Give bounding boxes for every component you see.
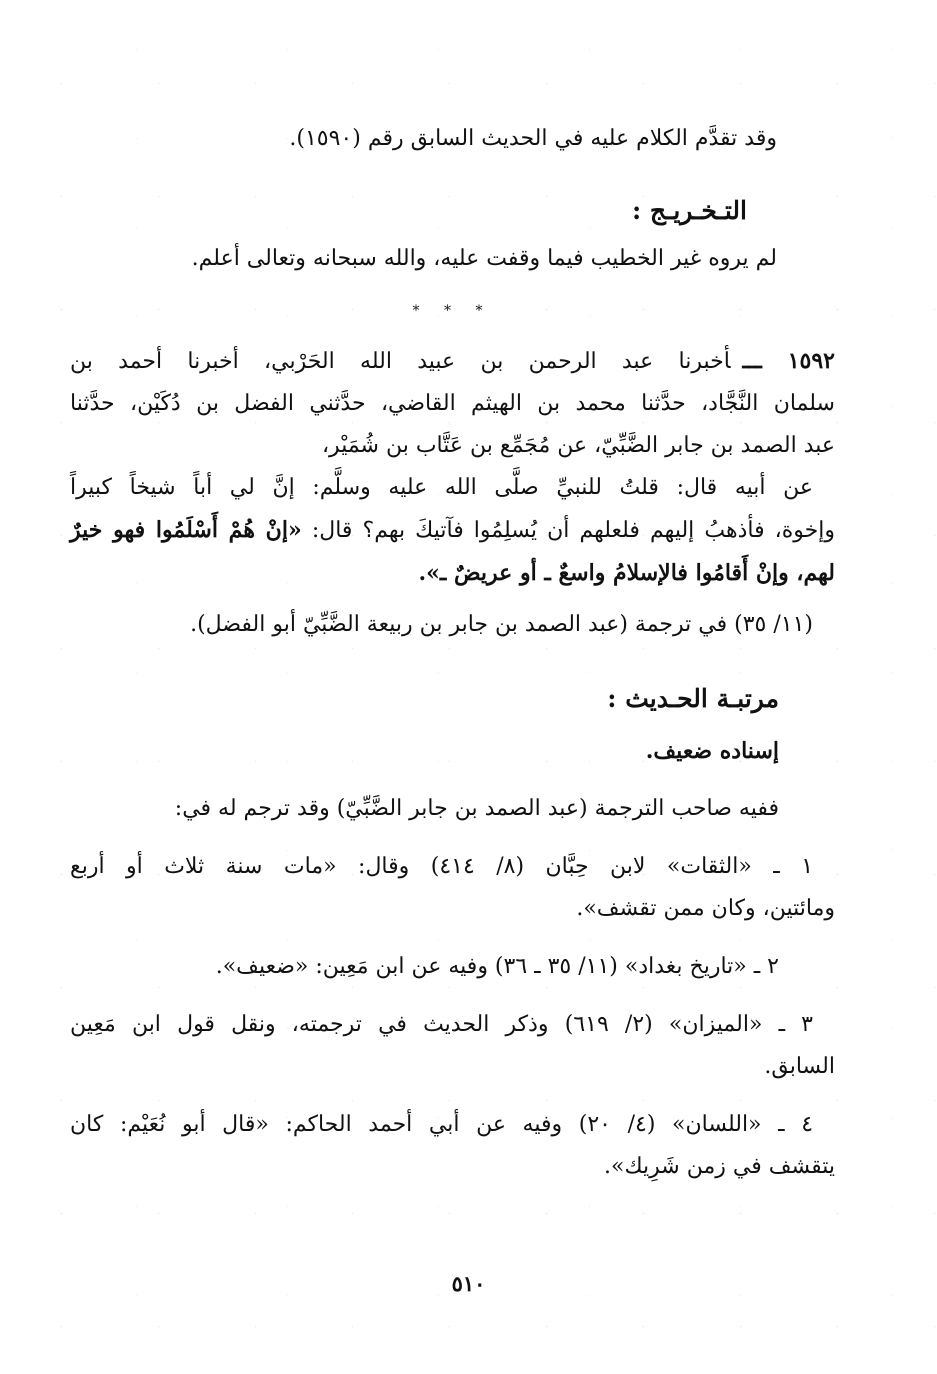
source-line-2: السابق.	[764, 1054, 835, 1079]
hadith-line-2: سلمان النَّجَّاد، حدَّثنا محمد بن الهيثم القاضي، حدَّثني الفضل بن دُكَيْن، حدَّثنا	[70, 391, 835, 416]
page-number: ٥١٠	[451, 1271, 486, 1296]
hadith-number: ١٥٩٢ ـــ	[742, 348, 835, 374]
page-body	[70, 118, 835, 1188]
source-item	[70, 1004, 835, 1088]
hadith-block	[70, 340, 835, 646]
source-item	[70, 946, 835, 988]
hadith-line-5	[70, 509, 835, 552]
takhrij-heading: التـخـريـج :	[631, 196, 747, 225]
hadith-line-1	[70, 340, 835, 383]
rank-verdict: إسناده ضعيف.	[645, 738, 779, 764]
source-line-1: ٢ ـ «تاريخ بغداد» (١١/ ٣٥ ـ ٣٦) وفيه عن ابن مَعِين: «ضعيف».	[215, 954, 779, 979]
hadith-line-4: عن أبيه قال: قلتُ للنبيِّ صلَّى الله عليه وسلَّم: إنَّ لي أباً شيخاً كبيراً	[70, 475, 813, 500]
source-item	[70, 1104, 835, 1188]
hadith-line-6: لهم، وإنْ أَقامُوا فالإسلامُ واسعٌ ـ أو عريضٌ ـ».	[418, 560, 835, 586]
source-item	[70, 846, 835, 930]
hadith-text-5a: وإخوة، فأذهبُ إليهم فلعلهم أن يُسلِمُوا فآتيكَ بهم؟ قال:	[311, 518, 835, 543]
source-line-2: ومائتين، وكان ممن تقشف».	[576, 896, 835, 921]
section-separator: * * *	[412, 303, 493, 319]
hadith-line-3: عبد الصمد بن جابر الضَّبِّيّ، عن مُجَمِّع بن عَتَّاب بن شُمَيْر،	[321, 433, 835, 458]
takhrij-text: لم يروه غير الخطيب فيما وقفت عليه، والله سبحانه وتعالى أعلم.	[191, 246, 777, 271]
rank-intro: ففيه صاحب الترجمة (عبد الصمد بن جابر الضَّبِّيّ) وقد ترجم له في:	[174, 796, 779, 821]
previous-note: وقد تقدَّم الكلام عليه في الحديث السابق رقم (١٥٩٠).	[289, 126, 777, 151]
source-line-1: ١ ـ «الثقات» لابن حِبَّان (٨/ ٤١٤) وقال: «مات سنة ثلاث أو أربع	[70, 854, 814, 879]
source-line-1: ٣ ـ «الميزان» (٢/ ٦١٩) وذكر الحديث في ترجمته، ونقل قول ابن مَعِين	[70, 1012, 813, 1037]
hadith-text-5b: «إنْ هُمْ أَسْلَمُوا فهو خيرٌ	[70, 517, 302, 543]
source-line-2: يتقشف في زمن شَرِيك».	[604, 1154, 835, 1179]
rank-heading: مرتبـة الحـديث :	[607, 684, 779, 713]
hadith-reference: (١١/ ٣٥) في ترجمة (عبد الصمد بن جابر بن ربيعة الضَّبِّيّ أبو الفضل).	[190, 612, 813, 637]
hadith-text-1: أخبرنا عبد الرحمن بن عبيد الله الحَرْبي، أخبرنا أحمد بن	[70, 349, 731, 374]
source-line-1: ٤ ـ «اللسان» (٤/ ٢٠) وفيه عن أبي أحمد الحاكم: «قال أبو نُعَيْم: كان	[70, 1112, 814, 1137]
